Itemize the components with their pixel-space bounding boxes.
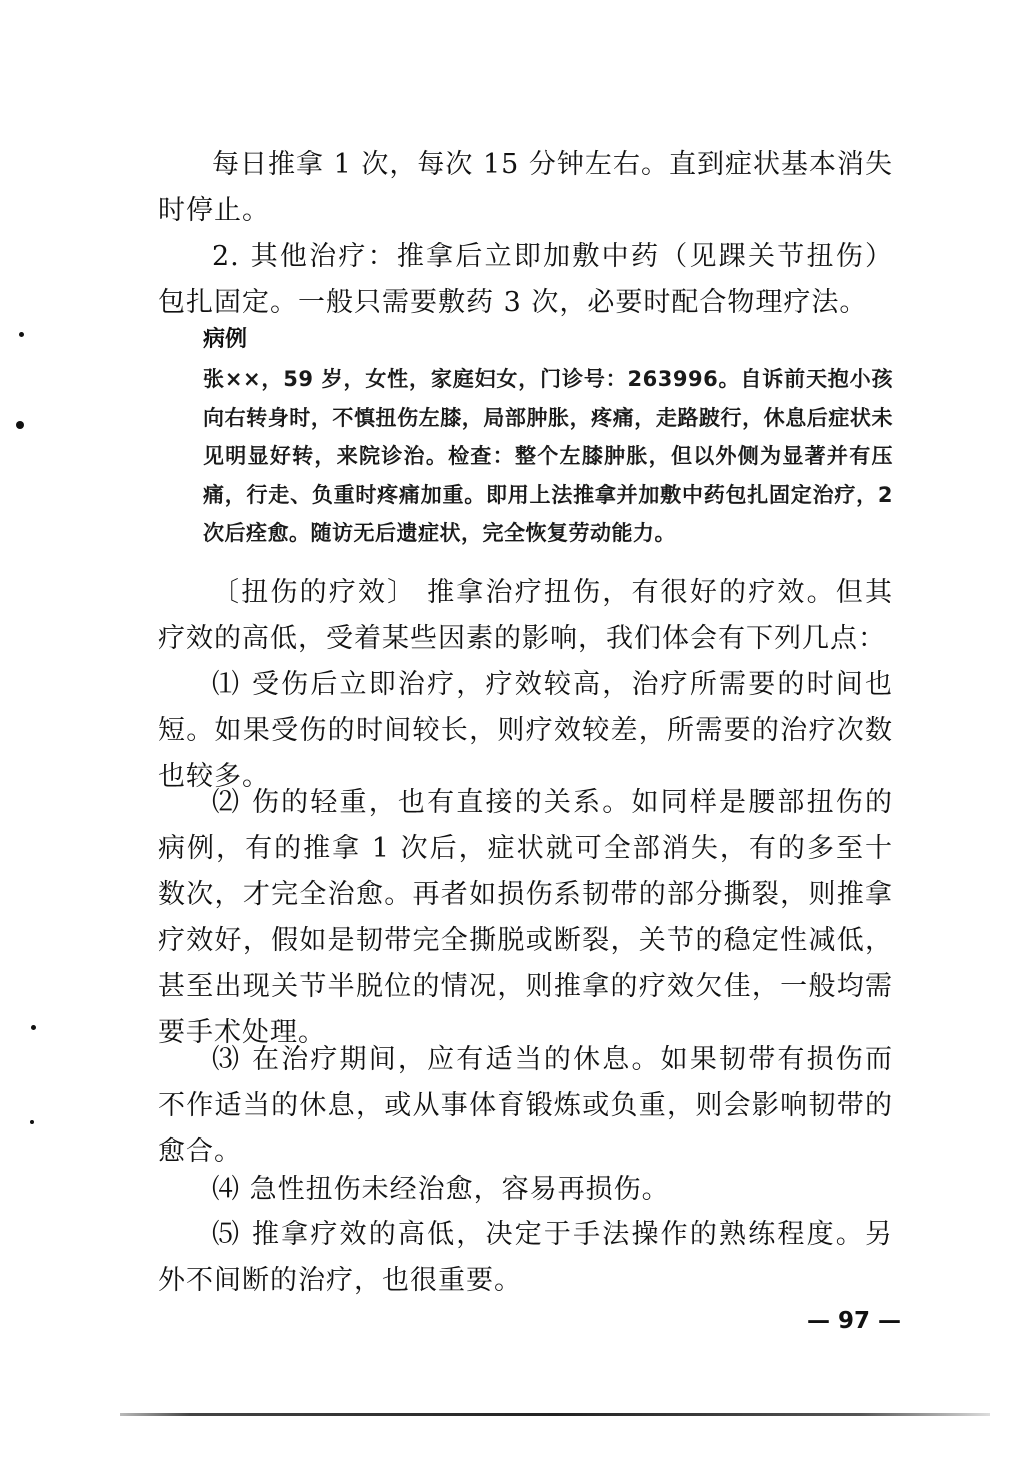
efficacy-point-4: ⑷ 急性扭伤未经治愈，容易再损伤。 <box>212 1174 670 1205</box>
paragraph-other-treatment: 2. 其他治疗：推拿后立即加敷中药（见踝关节扭伤）包扎固定。一般只需要敷药 3 次，必要时配合物理疗法。 <box>158 241 893 318</box>
bottom-rule-divider <box>120 1413 990 1416</box>
margin-dot <box>19 332 24 337</box>
paragraph-daily-massage: 每日推拿 1 次，每次 15 分钟左右。直到症状基本消失时停止。 <box>158 149 893 226</box>
case-title: 病例 <box>203 327 248 352</box>
efficacy-intro: 〔扭伤的疗效〕 推拿治疗扭伤，有很好的疗效。但其疗效的高低，受着某些因素的影响，我们体会有下列几点： <box>158 577 893 654</box>
efficacy-point-1: ⑴ 受伤后立即治疗，疗效较高，治疗所需要的时间也短。如果受伤的时间较长，则疗效较差，所需要的治疗次数也较多。 <box>158 669 893 792</box>
page-number: — 97 — <box>806 1308 901 1334</box>
margin-dot <box>31 1025 36 1030</box>
case-body: 张××，59 岁，女性，家庭妇女，门诊号：263996。自诉前天抱小孩向右转身时，不慎扭伤左膝，局部肿胀，疼痛，走路跛行，休息后症状未见明显好转，来院诊治。检查：整个左膝肿胀，但以外侧为显著并有压痛，行走、负重时疼痛加重。即用上法推拿并加敷中药包扎固定治疗，2 次后痊愈。随访无后遗症状，完全恢复劳动能力。 <box>203 367 893 545</box>
margin-dot <box>30 1120 34 1124</box>
efficacy-point-5: ⑸ 推拿疗效的高低，决定于手法操作的熟练程度。另外不间断的治疗，也很重要。 <box>158 1219 893 1296</box>
margin-dot <box>16 421 24 429</box>
efficacy-point-3: ⑶ 在治疗期间，应有适当的休息。如果韧带有损伤而不作适当的休息，或从事体育锻炼或负重，则会影响韧带的愈合。 <box>158 1044 893 1167</box>
efficacy-point-2: ⑵ 伤的轻重，也有直接的关系。如同样是腰部扭伤的病例，有的推拿 1 次后，症状就可全部消失，有的多至十数次，才完全治愈。再者如损伤系韧带的部分撕裂，则推拿疗效好，假如是韧带完全撕脱或断裂，关节的稳定性减低，甚至出现关节半脱位的情况，则推拿的疗效欠佳，一般均需要手术处理。 <box>158 787 893 1048</box>
